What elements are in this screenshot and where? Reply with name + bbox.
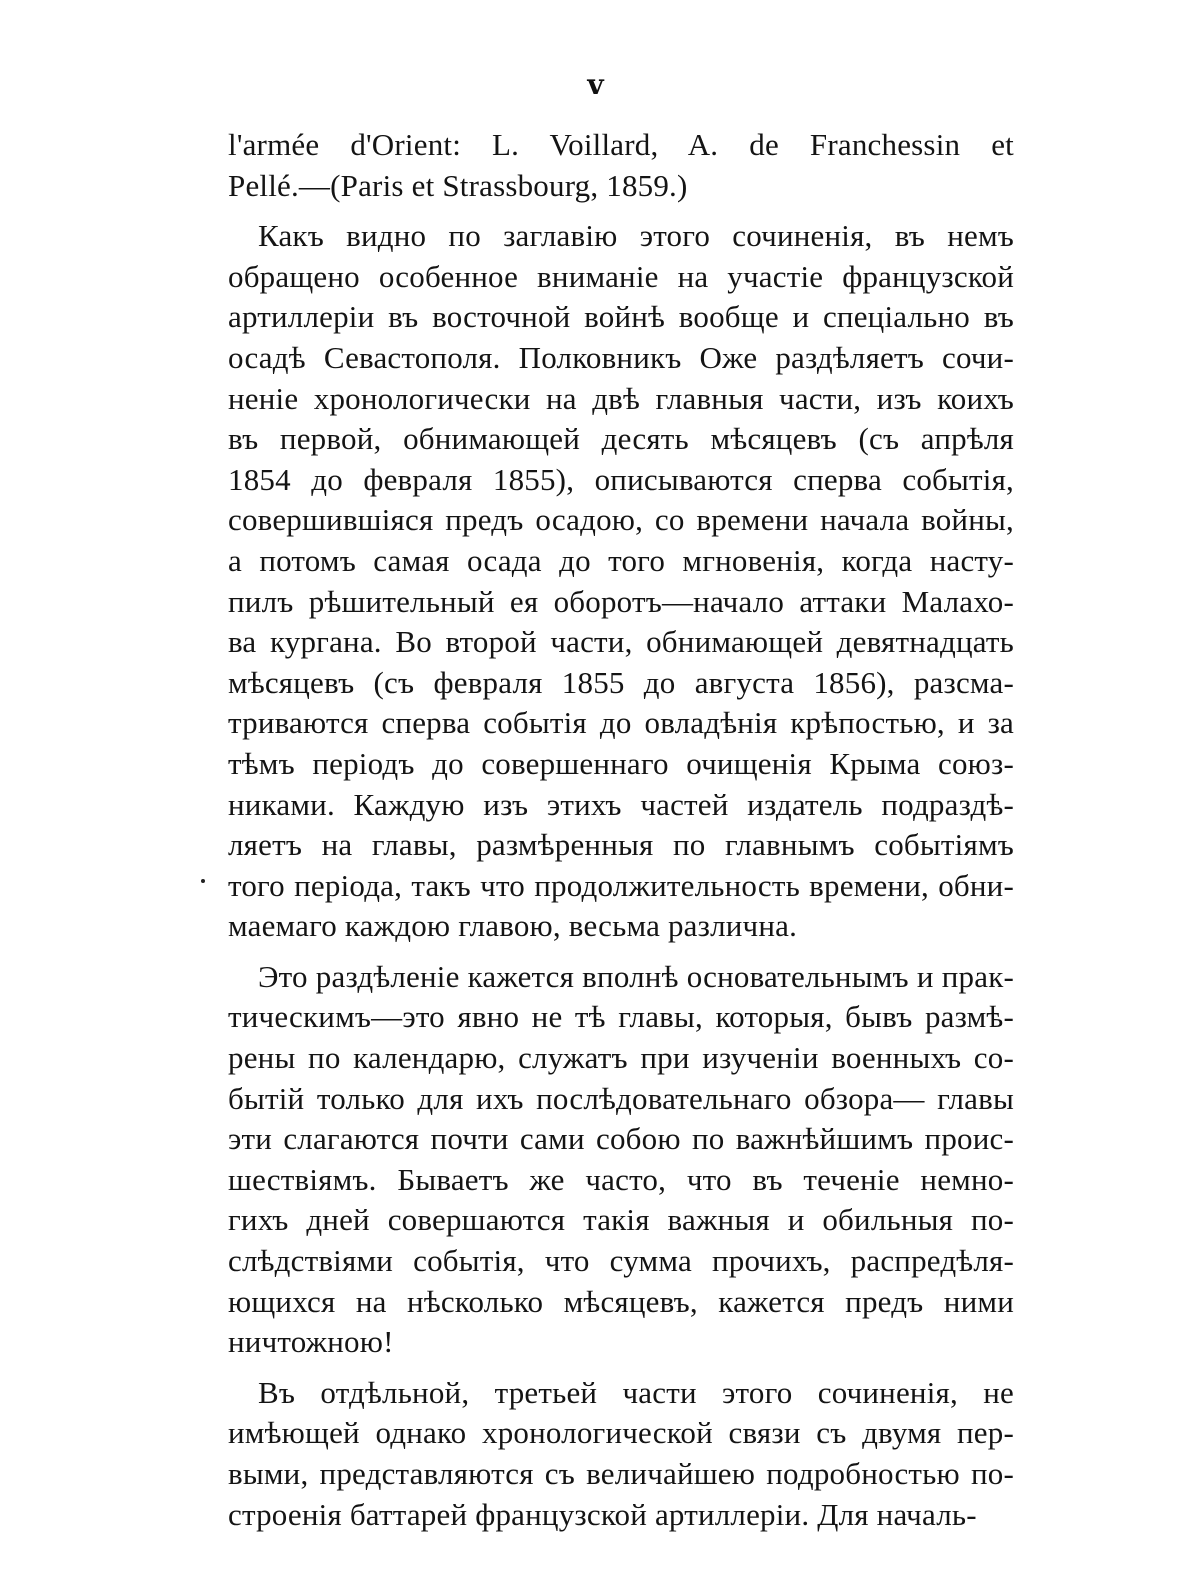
text-line: ляетъ на главы, размѣренныя по главнымъ событіямъ [228,827,1014,863]
text-line: триваются сперва событія до овладѣнія крѣпостью, и за [228,705,1014,741]
text-line: Въ отдѣльной, третьей части этого сочиненія, не [258,1374,1014,1410]
text-line: имѣющей однако хронологической связи съ двумя пер- [228,1415,1014,1451]
paragraph [228,216,1014,947]
text-line: обращено особенное вниманіе на участіе французской [228,258,1014,294]
text-line: никами. Каждую изъ этихъ частей издатель подраздѣ- [228,786,1014,822]
text-line: а потомъ самая осада до того мгновенія, когда насту- [228,542,1014,578]
text-line: въ первой, обнимающей десять мѣсяцевъ (съ апрѣля [228,421,1014,457]
paragraph-gap [228,206,1014,216]
text-line: Какъ видно по заглавію этого сочиненія, въ немъ [258,218,1014,254]
text-line: ва кургана. Во второй части, обнимающей девятнадцать [228,624,1014,660]
text-line: шествіямъ. Бываетъ же часто, что въ теченіе немно- [228,1161,1014,1197]
text-line: слѣдствіями событія, что сумма прочихъ, распредѣля- [228,1243,1014,1279]
text-line: строенія баттарей французской артиллеріи. Для началь- [228,1496,977,1532]
text-line: мѣсяцевъ (съ февраля 1855 до августа 1856), разсма- [228,664,1014,700]
text-line: бытій только для ихъ послѣдовательнаго обзора— главы [228,1080,1014,1116]
body-text [228,125,1014,1535]
text-line: тическимъ—это явно не тѣ главы, которыя, бывъ размѣ- [228,999,1014,1035]
text-line: Pellé.—(Paris et Strassbourg, 1859.) [228,167,688,203]
text-line: выми, представляются съ величайшею подробностью по- [228,1456,1014,1491]
text-line: тѣмъ періодъ до совершеннаго очищенія Крыма союз- [228,745,1014,781]
text-line: осадѣ Севастополя. Полковникъ Оже раздѣляетъ сочи- [228,339,1014,375]
text-line: Это раздѣленіе кажется вполнѣ основательнымъ и прак- [258,958,1014,994]
paragraph [228,957,1014,1363]
text-line: рены по календарю, служатъ при изученіи военныхъ со- [228,1040,1014,1076]
text-line: пилъ рѣшительный ея оборотъ—начало аттаки Малахо- [228,583,1014,619]
text-line: совершившіяся предъ осадою, со времени начала войны, [228,502,1014,538]
text-line: эти слагаются почти сами собою по важнѣйшимъ проис- [228,1121,1014,1157]
text-line: гихъ дней совершаются такія важныя и обильныя по- [228,1202,1014,1238]
text-line: неніе хронологически на двѣ главныя части, изъ коихъ [228,380,1014,416]
paragraph [228,125,1014,206]
page-number: v [587,68,604,101]
text-line: 1854 до февраля 1855), описываются сперва событія, [228,461,1014,497]
margin-mark [201,879,205,883]
text-line: ющихся на нѣсколько мѣсяцевъ, кажется предъ ними [228,1283,1014,1319]
text-line: ничтожною! [228,1324,394,1360]
text-line: артиллеріи въ восточной войнѣ вообще и спеціально въ [228,299,1014,335]
text-line: l'armée d'Orient: L. Voillard, A. de Franchessin et [228,127,1014,162]
text-line: маемаго каждою главою, весьма различна. [228,908,798,944]
paragraph-gap [228,1363,1014,1373]
text-line: того періода, такъ что продолжительность времени, обни- [228,867,1014,903]
paragraph-gap [228,947,1014,957]
paragraph [228,1373,1014,1535]
